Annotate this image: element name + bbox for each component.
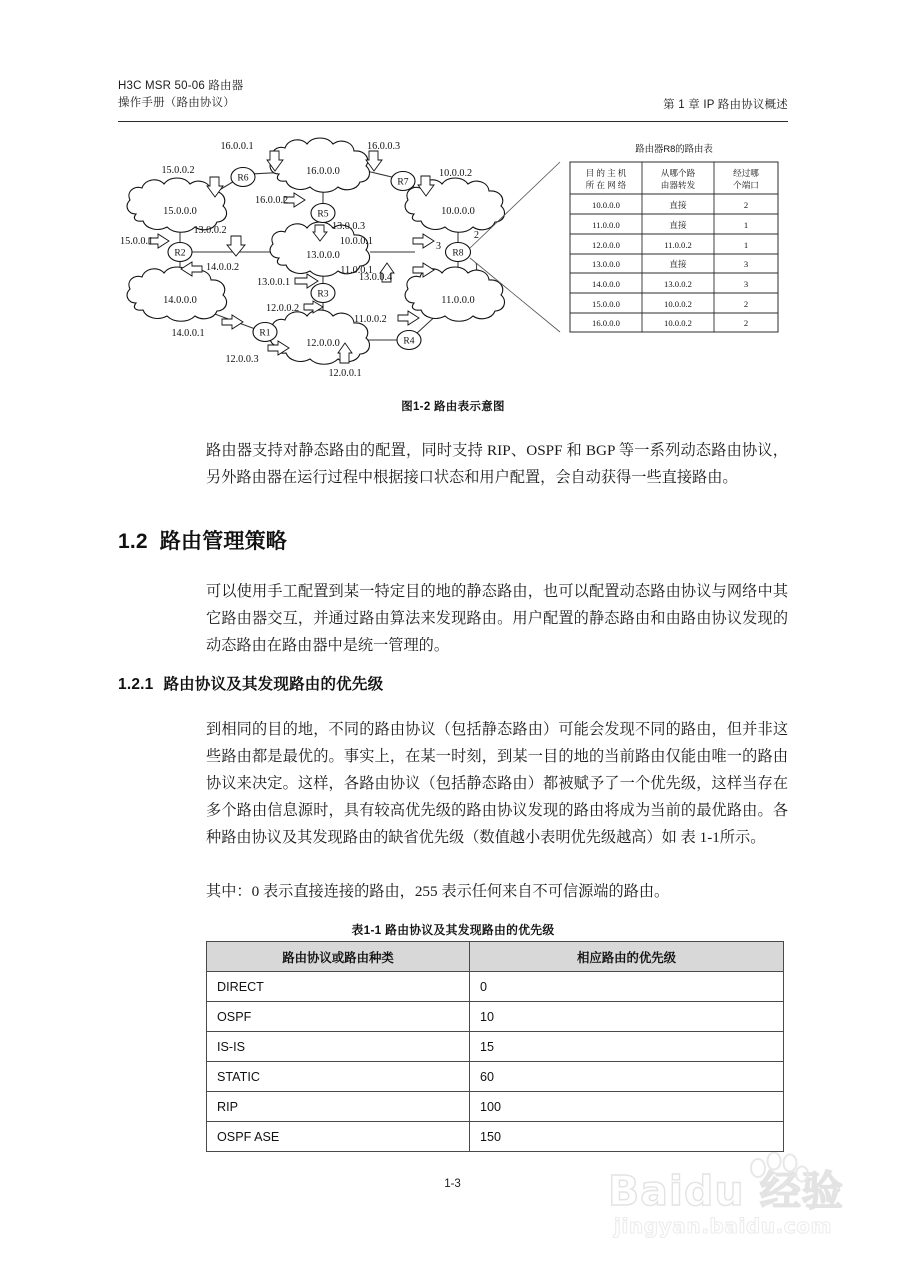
cell-protocol: OSPF [207,1002,470,1032]
priority-table [206,941,784,1152]
cloud-label-12: 12.0.0.0 [306,338,340,349]
heading-1-2-number: 1.2 [118,530,148,553]
rt-cell-port: 3 [743,259,749,269]
table-caption: 表1-1 路由协议及其发现路由的优先级 [351,923,555,937]
cloud-label-13: 13.0.0.0 [306,250,340,261]
ip-label-13-0-0-2: 13.0.0.2 [193,225,227,236]
table-row [207,1062,784,1092]
table-row [207,1032,784,1062]
rt-cell-net: 13.0.0.0 [592,259,620,269]
port-number-3: 3 [436,241,441,252]
rt-cell-port: 2 [743,318,749,328]
rt-cell-net: 16.0.0.0 [592,318,620,328]
rt-cell-hop: 直接 [669,259,687,269]
ip-label-10-0-0-1: 10.0.0.1 [339,236,373,247]
rt-header-col2-line2: 由器转发 [660,180,696,190]
table-header-priority: 相应路由的优先级 [470,942,784,972]
cell-priority: 100 [470,1092,784,1122]
cell-protocol: IS-IS [207,1032,470,1062]
cell-priority: 0 [470,972,784,1002]
watermark [608,1158,878,1254]
cloud-label-16: 16.0.0.0 [306,166,340,177]
table-header-row [207,942,784,972]
header-chapter: 第 1 章 IP 路由协议概述 [663,99,788,111]
heading-1-2-1-text: 路由协议及其发现路由的优先级 [163,676,384,693]
table-row [207,1092,784,1122]
cell-priority: 150 [470,1122,784,1152]
router-label-R8: R8 [452,247,464,259]
router-label-R6: R6 [237,172,249,184]
cloud-label-11: 11.0.0.0 [441,295,475,306]
rt-cell-hop: 13.0.0.2 [664,279,692,289]
rt-cell-hop: 11.0.0.2 [664,240,692,250]
ip-label-15-0-0-1: 15.0.0.1 [120,236,154,247]
network-topology-svg [118,134,788,396]
rt-header-col2-line1: 从哪个路 [660,168,696,178]
ip-label-12-0-0-3: 12.0.0.3 [225,354,259,365]
running-header [118,78,788,112]
figure-caption: 图1-2 路由表示意图 [401,401,505,413]
router-R8 [446,243,471,262]
ip-label-14-0-0-1: 14.0.0.1 [171,328,205,339]
cloud-14 [127,267,226,321]
watermark-sub-text: jingyan.baidu.com [614,1214,833,1238]
ip-label-16-0-0-3: 16.0.0.3 [367,141,401,152]
rt-cell-net: 15.0.0.0 [592,299,620,309]
ip-label-13-0-0-3: 13.0.0.3 [332,221,366,232]
router-R7 [391,172,415,191]
rt-cell-net: 14.0.0.0 [592,279,620,289]
rt-header-col1-line1: 目 的 主 机 [585,168,627,178]
ip-label-11-0-0-2: 11.0.0.2 [354,314,387,325]
cell-protocol: RIP [207,1092,470,1122]
heading-1-2-text: 路由管理策略 [159,530,287,553]
table-row [207,1122,784,1152]
page-number: 1-3 [444,1178,461,1190]
r8-routing-table [570,143,778,332]
rt-header-col3-line1: 经过哪 [733,168,759,178]
router-R5 [311,204,335,223]
cell-protocol: STATIC [207,1062,470,1092]
router-label-R1: R1 [259,327,271,339]
router-R3 [311,284,335,303]
router-label-R3: R3 [317,288,329,300]
watermark-main-text: Baidu 经验 [608,1167,844,1215]
cell-protocol: OSPF ASE [207,1122,470,1152]
figure-routing-diagram [118,134,788,396]
ip-label-12-0-0-2: 12.0.0.2 [266,303,300,314]
ip-label-13-0-0-4: 13.0.0.4 [359,272,393,283]
rt-cell-hop: 直接 [669,220,687,230]
rt-cell-port: 1 [743,240,749,250]
rt-cell-net: 10.0.0.0 [592,200,620,210]
ip-label-12-0-0-1: 12.0.0.1 [328,368,362,379]
cloud-11 [405,267,504,321]
cloud-label-10: 10.0.0.0 [441,206,475,217]
router-label-R4: R4 [403,335,415,347]
rt-cell-port: 3 [743,279,749,289]
paragraph-priority-note: 其中：0 表示直接连接的路由，255 表示任何来自不可信源端的路由。 [206,883,670,900]
cell-priority: 15 [470,1032,784,1062]
router-R1 [253,323,277,342]
ip-label-14-0-0-2: 14.0.0.2 [206,262,240,273]
ip-label-11-0-0-1: 11.0.0.1 [340,265,373,276]
ip-label-16-0-0-1: 16.0.0.1 [220,141,254,152]
paragraph-priority-explanation: 到相同的目的地，不同的路由协议（包括静态路由）可能会发现不同的路由，但并非这些路由都是最优的。事实上，在某一时刻，到某一目的地的当前路由仅能由唯一的路由协议来决定。这样，各路由协议（包括静态路由）都被赋予了一个优先级，这样当存在多个路由信息源时，具有较高优先级的路由协议发现的路由将成为当前的最优路由。各种路由协议及其发现路由的缺省优先级（数值越小表明优先级越高）如 表 1-1所示。 [206,721,788,846]
paragraph-route-management: 可以使用手工配置到某一特定目的地的静态路由，也可以配置动态路由协议与网络中其它路由器交互，并通过路由算法来发现路由。用户配置的静态路由和由路由协议发现的动态路由在路由器中是统一管理的。 [206,583,788,654]
port-number-2: 2 [474,230,479,241]
router-label-R5: R5 [317,208,329,220]
header-title-line2: 操作手册（路由协议） [118,97,235,109]
cloud-label-14: 14.0.0.0 [163,295,197,306]
heading-1-2-1-number: 1.2.1 [118,676,154,693]
ip-label-10-0-0-2: 10.0.0.2 [439,168,473,179]
rt-cell-port: 1 [743,220,749,230]
header-title-line1: H3C MSR 50-06 路由器 [118,80,244,92]
rt-cell-port: 2 [743,299,749,309]
router-R2 [168,243,192,262]
router-label-R2: R2 [174,247,186,259]
table-header-protocol: 路由协议或路由种类 [207,942,470,972]
ip-label-16-0-0-2: 16.0.0.2 [255,195,289,206]
router-label-R7: R7 [397,176,409,188]
routing-table-title: 路由器R8的路由表 [635,143,713,154]
router-R4 [397,331,421,350]
cell-priority: 60 [470,1062,784,1092]
cloud-16 [270,138,369,192]
rt-header-col3-line2: 个端口 [733,180,759,190]
rt-header-col1-line2: 所 在 网 络 [585,180,627,190]
ip-label-13-0-0-1: 13.0.0.1 [257,277,291,288]
cell-protocol: DIRECT [207,972,470,1002]
rt-cell-net: 11.0.0.0 [592,220,620,230]
rt-cell-hop: 10.0.0.2 [664,299,692,309]
rt-cell-port: 2 [743,200,749,210]
port-number-1: 1 [474,262,479,273]
router-R6 [231,168,255,187]
heading-1-2 [118,525,287,555]
rt-cell-net: 12.0.0.0 [592,240,620,250]
cloud-label-15: 15.0.0.0 [163,206,197,217]
ip-label-15-0-0-2: 15.0.0.2 [161,165,195,176]
rt-cell-hop: 直接 [669,200,687,210]
heading-1-2-1 [118,672,383,694]
table-row [207,1002,784,1032]
table-row [207,972,784,1002]
cell-priority: 10 [470,1002,784,1032]
paragraph-static-routing: 路由器支持对静态路由的配置，同时支持 RIP、OSPF 和 BGP 等一系列动态路由协议，另外路由器在运行过程中根据接口状态和用户配置，会自动获得一些直接路由。 [206,442,788,486]
rt-cell-hop: 10.0.0.2 [664,318,692,328]
header-divider [118,121,788,122]
